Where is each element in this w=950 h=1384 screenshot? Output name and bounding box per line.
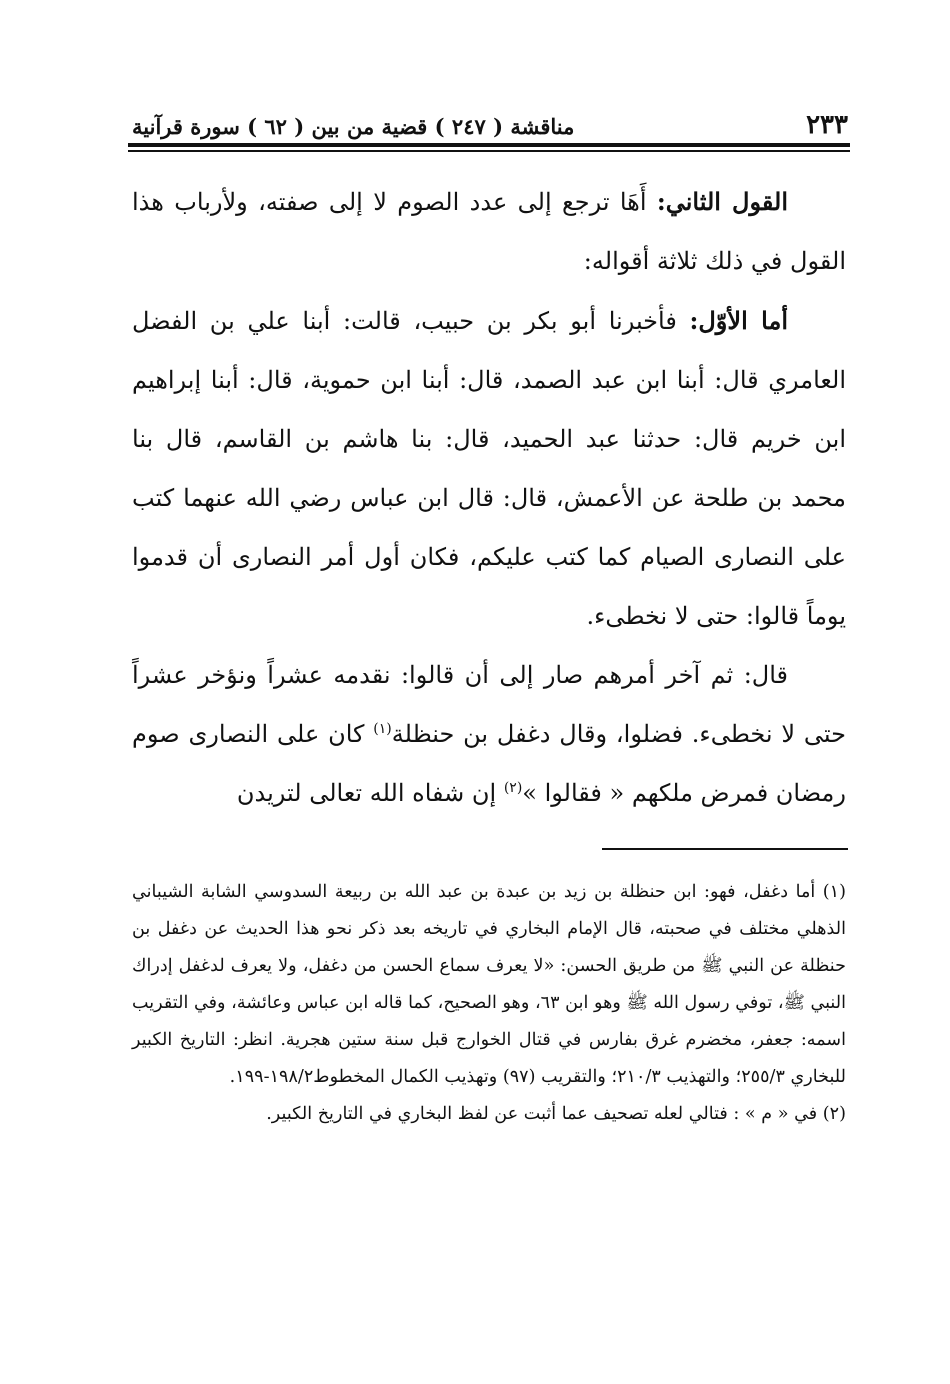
paragraph-text: كان على النصارى صوم رمضان فمرض ملكهم « فقالوا » <box>132 720 846 807</box>
paragraph-text: قال: ثم آخر أمرهم صار إلى أن قالوا: نقدمه عشراً ونؤخر عشراً حتى لا نخطىء. فضلوا، وقال دغفل بن حنظلة <box>132 661 846 748</box>
paragraph-text: فأخبرنا أبو بكر بن حبيب، قالت: أبنا علي بن الفضل العامري قال: أبنا ابن عبد الصمد، قال: أبنا ابن حموية، قال: أبنا إبراهيم ابن خريم قال: حدثنا عبد الحميد، قال: بنا هاشم بن القاسم، قال بنا محمد بن طلحة عن الأعمش، قال: قال ابن عباس رضي الله عنهما كتب على النصارى الصيام كما كتب عليكم، فكان أول أمر النصارى أن قدموا يوماً قالوا: حتى لا نخطىء. <box>132 307 846 630</box>
footnotes <box>132 874 846 1133</box>
footnote-2 <box>132 1096 846 1133</box>
header-rule-thick <box>128 143 850 147</box>
footnote-text: أما دغفل، فهو: ابن حنظلة بن زيد بن عبدة بن عبد الله بن ربيعة السدوسي الشابة الشيباني الذهلي مختلف في صحبته، قال الإمام البخاري في تاريخه بعد ذكر نحو هذا الحديث عن دغفل بن حنظلة عن النبي ﷺ من طريق الحسن: «لا يعرف سماع الحسن من دغفل، ولا يعرف لدغفل إدراك النبي ﷺ، توفي رسول الله ﷺ وهو ابن ٦٣، وهو الصحيح، كما قاله ابن عباس وعائشة، وفي التقريب اسمه: جعفر، مخضرم غرق بفارس في قتال الخوارج قبل سنة ستين هجرية. انظر: التاريخ الكبير للبخاري ٢٥٥/٣؛ والتهذيب ٢١٠/٣؛ والتقريب (٩٧) وتهذيب الكمال المخطوط١٩٨/٢-١٩٩. <box>132 882 846 1087</box>
footnote-number: (٢) <box>822 1104 846 1124</box>
page-number: ٢٣٣ <box>806 110 848 140</box>
running-title: مناقشة ( ٢٤٧ ) قضية من بين ( ٦٢ ) سورة قرآنية <box>132 114 575 139</box>
paragraph-text: إن شفاه الله تعالى لتريدن <box>236 779 504 807</box>
paragraph-text: أَهَا ترجع إلى عدد الصوم لا إلى صفته، ولأرباب هذا القول في ذلك ثلاثة أقواله: <box>132 188 846 275</box>
paragraph-2 <box>132 291 846 646</box>
footnote-number: (١) <box>822 882 846 902</box>
header-rule-thin <box>128 150 850 152</box>
footnote-1 <box>132 874 846 1096</box>
footnote-ref-2[interactable]: (٢) <box>503 780 523 796</box>
footnote-ref-1[interactable]: (١) <box>373 721 392 737</box>
paragraph-lead: القول الثاني: <box>656 187 788 216</box>
main-text <box>132 172 846 823</box>
paragraph-lead: أما الأوّل: <box>689 306 788 335</box>
footnote-separator <box>602 848 848 850</box>
paragraph-1 <box>132 172 846 291</box>
footnote-text: في « م » : فتالي لعله تصحيف عما أثبت عن لفظ البخاري في التاريخ الكبير. <box>266 1104 823 1124</box>
paragraph-3 <box>132 646 846 823</box>
